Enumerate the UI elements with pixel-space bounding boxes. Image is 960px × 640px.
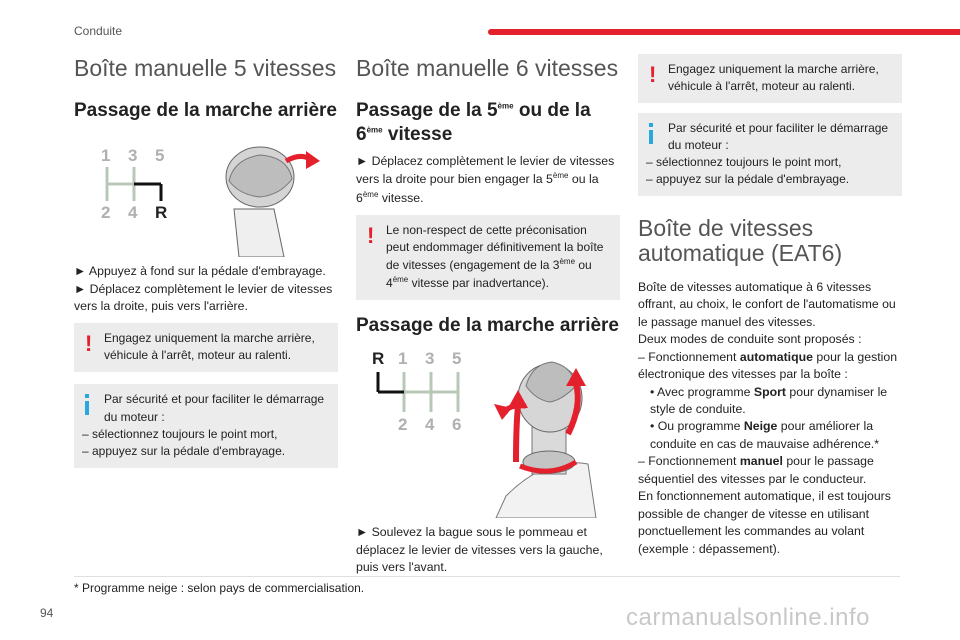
- page-number: 94: [40, 606, 54, 620]
- sub-mode-sport: • Avec programme Sport pour dynamiser le style de conduite.: [650, 384, 888, 416]
- gear-label-bottom: 6: [452, 415, 462, 435]
- gear-label-top: 5: [155, 146, 165, 166]
- subtitle-reverse-5: Passage de la marche arrière: [74, 100, 338, 122]
- info-intro: Par sécurité et pour faciliter le démarrage du moteur :: [104, 392, 325, 424]
- gear-shift-diagram-6: [356, 346, 620, 518]
- info-icon: [85, 394, 93, 415]
- gear-label-top: 1: [101, 146, 111, 166]
- gear-label-bottom: 2: [398, 415, 408, 435]
- header-section-label: Conduite: [74, 24, 123, 38]
- section-title-6-speed: Boîte manuelle 6 vitesses: [356, 55, 619, 81]
- warning-text: Le non-respect de cette préconisation peut endommager définitivement la boîte de vitesses (engagement de la 3ème ou 4ème vitesse par inadvertance).: [386, 223, 604, 291]
- warning-box: [638, 54, 902, 103]
- info-item: – appuyez sur la pédale d'embrayage.: [646, 172, 850, 187]
- column-manual-6: [356, 56, 620, 577]
- paragraph: En fonctionnement automatique, il est toujours possible de changer de vitesse en utilisant ponctuellement les commandes au volant (exemple : dépassement).: [638, 489, 891, 556]
- gear-label-bottom: 4: [425, 415, 435, 435]
- subtitle-reverse-6: Passage de la marche arrière: [356, 315, 620, 337]
- warning-box: [74, 323, 338, 372]
- warning-text: Engagez uniquement la marche arrière, véhicule à l'arrêt, moteur au ralenti.: [668, 62, 879, 94]
- info-box: [74, 384, 338, 467]
- gear-label-reverse: R: [155, 203, 168, 223]
- warning-icon: !: [649, 62, 657, 87]
- warning-box: [356, 215, 620, 300]
- info-icon: [649, 123, 657, 144]
- watermark: carmanualsonline.info: [626, 604, 870, 631]
- gear-label-reverse: R: [372, 349, 385, 369]
- info-item: – sélectionnez toujours le point mort,: [82, 426, 278, 441]
- mode-manual: – Fonctionnement manuel pour le passage séquentiel des vitesses par le conducteur.: [638, 454, 874, 486]
- warning-icon: !: [367, 223, 375, 249]
- instruction-step-2: ► Déplacez complètement le levier de vitesses vers la droite, puis vers l'arrière.: [74, 281, 333, 313]
- info-box: [638, 113, 902, 196]
- paragraph: Boîte de vitesses automatique à 6 vitesses offrant, au choix, le confort de l'automatisme ou le passage manuel des vitesses.: [638, 279, 896, 329]
- instruction-step-1: ► Appuyez à fond sur la pédale d'embrayage.: [74, 264, 326, 279]
- gear-label-top: 3: [128, 146, 138, 166]
- section-title-automatic: Boîte de vitesses automatique (EAT6): [638, 215, 843, 267]
- info-intro: Par sécurité et pour faciliter le démarrage du moteur :: [668, 121, 889, 153]
- gear-label-top: 5: [452, 349, 462, 369]
- info-item: – sélectionnez toujours le point mort,: [646, 155, 842, 170]
- gear-shift-diagram-5: [74, 139, 338, 257]
- automatic-description: [638, 279, 902, 558]
- mode-automatic: – Fonctionnement automatique pour la gestion électronique des vitesses par la boîte :: [638, 349, 898, 382]
- instruction-reverse-6: ► Soulevez la bague sous le pommeau et déplacez le levier de vitesses vers la gauche, puis vers l'avant.: [356, 525, 603, 575]
- warning-text: Engagez uniquement la marche arrière, véhicule à l'arrêt, moteur au ralenti.: [104, 331, 315, 363]
- diagram-6-speed: [356, 346, 620, 518]
- footnote: * Programme neige : selon pays de commercialisation.: [74, 581, 365, 595]
- warning-icon: !: [85, 331, 93, 357]
- info-item: – appuyez sur la pédale d'embrayage.: [82, 443, 286, 458]
- gear-label-top: 3: [425, 349, 435, 369]
- instruction-5th-6th: ► Déplacez complètement le levier de vitesses vers la droite pour bien engager la 5ème ou la 6ème vitesse.: [356, 153, 615, 205]
- gear-label-bottom: 4: [128, 203, 138, 223]
- sub-mode-neige: • Ou programme Neige pour améliorer la conduite en cas de mauvaise adhérence.*: [650, 419, 880, 451]
- subtitle-5th-6th: Passage de la 5ème ou de la 6ème vitesse: [356, 100, 591, 146]
- column-automatic: [638, 54, 902, 558]
- paragraph: Deux modes de conduite sont proposés :: [638, 332, 862, 347]
- diagram-5-speed: [74, 139, 338, 257]
- gear-label-bottom: 2: [101, 203, 111, 223]
- gear-label-top: 1: [398, 349, 408, 369]
- header-accent-bar: [488, 29, 960, 35]
- section-title-5-speed: Boîte manuelle 5 vitesses: [74, 55, 337, 81]
- footnote-divider: [74, 576, 900, 577]
- column-manual-5: [74, 56, 338, 468]
